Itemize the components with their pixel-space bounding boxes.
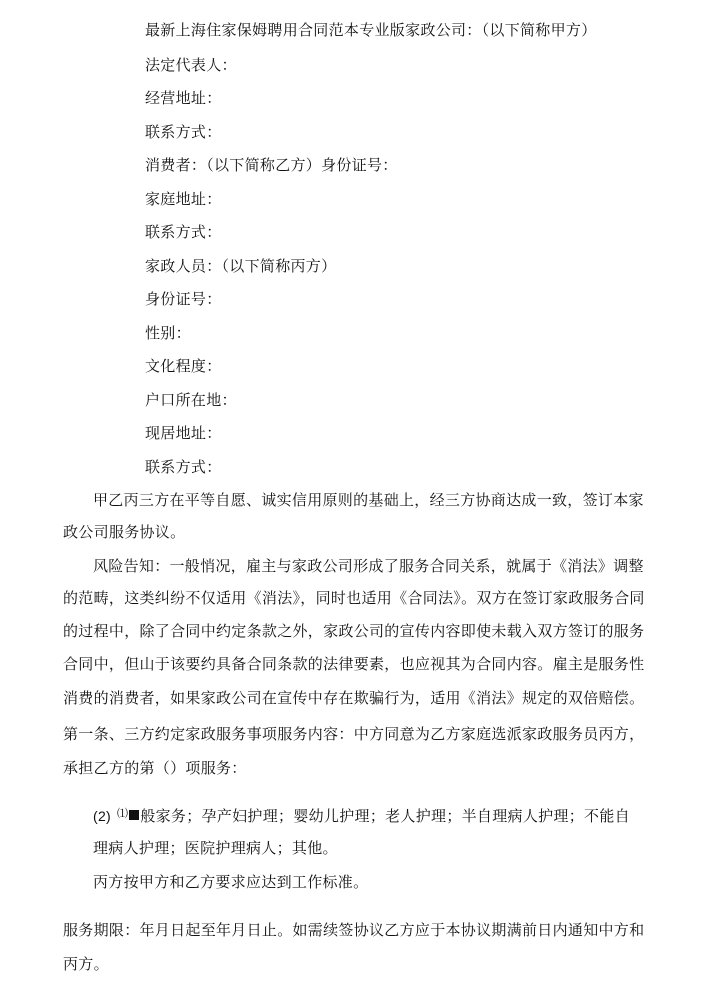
home-address-field: 家庭地址： [145,190,222,208]
risk-notice-line-2: 的范畴，这类纠纷不仅适用《消法》，同时也适用《合同法》。双方在签订家政服务合同 [63,589,645,607]
current-address-field: 现居地址： [145,424,222,442]
service-items-line-1 [93,804,630,826]
risk-notice-line-3: 的过程中，除了合同中约定条款之外，家政公司的宣传内容即使未载入双方签订的服务 [63,622,645,640]
list-marker: (2) [93,808,112,824]
article-1-line-1: 第一条、三方约定家政服务事项服务内容：中方同意为乙方家庭选派家政服务员丙方， [63,725,645,743]
work-standard-line: 丙方按甲方和乙方要求应达到工作标准。 [93,873,369,891]
domestic-staff-field: 家政人员：（以下简称丙方） [145,257,337,275]
party-a-contact-field: 联系方式： [145,123,222,141]
risk-notice-line-5: 消费的消费者，如果家政公司在宣传中存在欺骗行为，适用《消法》规定的双倍赔偿。 [63,689,645,707]
article-1-line-2: 承担乙方的第（）项服务： [63,759,247,777]
risk-notice-line-4: 合同中，但山于该要约具备合同条款的法律要素，也应视其为合同内容。雇主是服务性 [63,655,645,673]
staff-id-number-field: 身份证号： [145,290,222,308]
legal-representative-field: 法定代表人： [145,56,237,74]
consumer-id-field: 消费者：（以下简称乙方）身份证号： [145,156,398,174]
hukou-field: 户口所在地： [145,391,237,409]
intro-paragraph-line-2: 政公司服务协议。 [63,523,186,541]
party-b-contact-field: 联系方式： [145,223,222,241]
risk-notice-line-1: 风险告知：一般悄况，雇主与家政公司形成了服务合同关系，就属于《消法》调整 [93,557,644,575]
party-c-contact-field: 联系方式： [145,458,222,476]
service-period-line-1: 服务期限：年月日起至年月日止。如需续签协议乙方应于本协议期满前日内通知中方和 [63,921,645,939]
education-field: 文化程度： [145,357,222,375]
sub-item-marker: ⑴ [117,807,129,820]
gender-field: 性别： [145,324,191,342]
document-title-line: 最新上海住家保姆聘用合同范本专业版家政公司：（以下简称甲方） [145,21,597,39]
intro-paragraph-line-1: 甲乙丙三方在平等自愿、诚实信用原则的基础上，经三方协商达成一致，签订本家 [93,491,644,509]
service-period-line-2: 丙方。 [63,955,109,973]
filled-square-icon [129,810,139,820]
business-address-field: 经营地址： [145,89,222,107]
service-items-line-2: 理病人护理；医院护理病人；其他。 [93,839,338,857]
service-items-text: 般家务；孕产妇护理；婴幼儿护理；老人护理；半自理病人护理；不能自 [140,807,630,825]
